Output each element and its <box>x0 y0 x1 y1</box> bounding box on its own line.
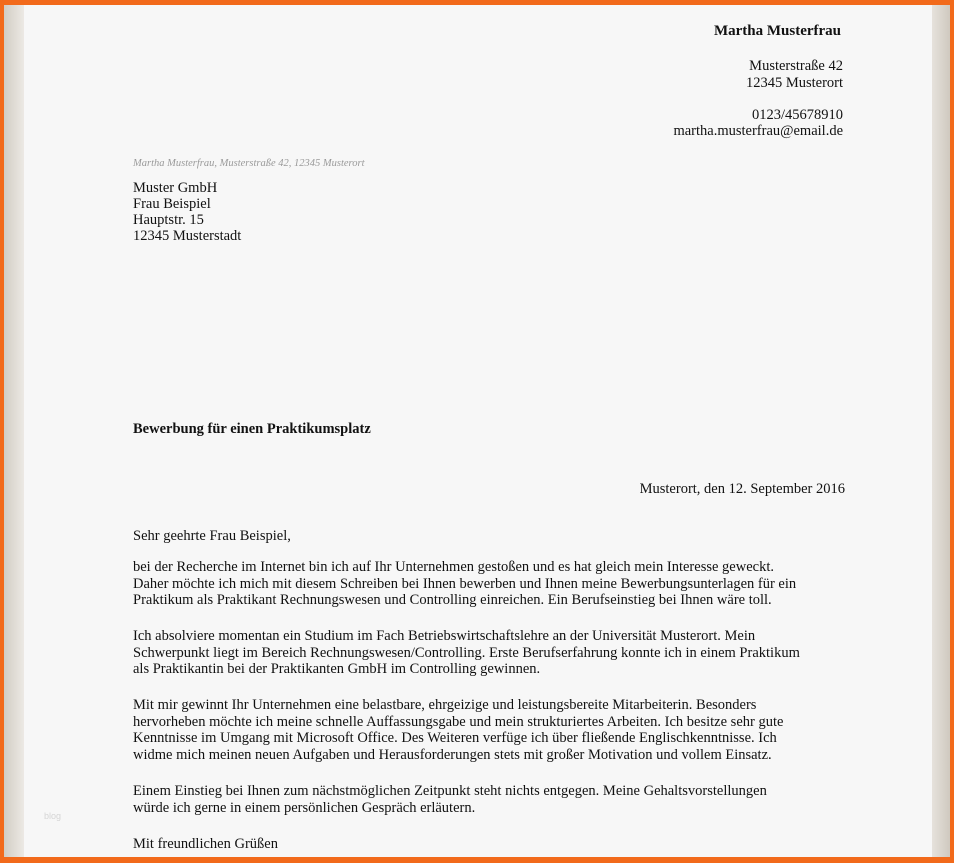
letter-subject: Bewerbung für einen Praktikumsplatz <box>133 421 371 437</box>
sender-email: martha.musterfrau@email.de <box>673 123 843 139</box>
body-paragraph-4 <box>133 783 853 816</box>
salutation: Sehr geehrte Frau Beispiel, <box>133 528 291 544</box>
paragraph-line: als Praktikantin bei der Praktikanten GmbH im Controlling gewinnen. <box>133 661 541 677</box>
sender-phone: 0123/45678910 <box>751 107 843 123</box>
document-frame <box>4 5 950 857</box>
body-paragraph-1 <box>133 559 853 609</box>
paragraph-line: hervorheben möchte ich meine schnelle Auffassungsgabe und mein strukturiertes Arbeiten. Ich besitze sehr gute <box>133 713 784 730</box>
page-shadow-left <box>4 5 24 857</box>
sender-street: Musterstraße 42 <box>749 58 843 74</box>
paragraph-line: widme mich meinen neuen Aufgaben und Herausforderungen stets mit großer Motivation und vollem Einsatz. <box>133 746 772 763</box>
paragraph-line: Einem Einstieg bei Ihnen zum nächstmöglichen Zeitpunkt steht nichts entgegen. Meine Gehaltsvorstellungen <box>133 783 767 799</box>
letter-date: Musterort, den 12. September 2016 <box>639 481 845 497</box>
paragraph-line: Mit mir gewinnt Ihr Unternehmen eine belastbare, ehrgeizige und leistungsbereite Mitarbeiterin. Besonders <box>133 697 757 713</box>
closing: Mit freundlichen Grüßen <box>133 836 278 852</box>
paragraph-line: Daher möchte ich mich mit diesem Schreiben bei Ihnen bewerben und Ihnen meine Bewerbungsunterlagen für ein <box>133 575 797 592</box>
body-paragraph-3 <box>133 697 853 763</box>
recipient-person: Frau Beispiel <box>133 196 211 212</box>
return-address-line: Martha Musterfrau, Musterstraße 42, 12345 Musterort <box>133 158 365 169</box>
recipient-company: Muster GmbH <box>133 180 218 196</box>
paragraph-line: bei der Recherche im Internet bin ich auf Ihr Unternehmen gestoßen und es hat gleich mein Interesse geweckt. <box>133 559 774 575</box>
paragraph-line: Praktikum als Praktikant Rechnungswesen und Controlling einreichen. Ein Berufseinstieg bei Ihnen wäre toll. <box>133 592 772 608</box>
sender-city: 12345 Musterort <box>745 75 843 91</box>
watermark: blog <box>44 811 62 821</box>
body-paragraph-2 <box>133 628 853 678</box>
page-shadow-right <box>932 5 950 857</box>
letter-page <box>24 5 932 857</box>
recipient-street: Hauptstr. 15 <box>133 212 204 228</box>
recipient-city: 12345 Musterstadt <box>133 228 242 244</box>
sender-name: Martha Musterfrau <box>713 23 841 39</box>
paragraph-line: würde ich gerne in einem persönlichen Gespräch erläutern. <box>133 799 476 816</box>
paragraph-line: Ich absolviere momentan ein Studium im Fach Betriebswirtschaftslehre an der Universität Musterort. Mein <box>133 628 756 644</box>
paragraph-line: Kenntnisse im Umgang mit Microsoft Office. Des Weiteren verfüge ich über fließende Englischkenntnisse. Ich <box>133 730 777 746</box>
paragraph-line: Schwerpunkt liegt im Bereich Rechnungswesen/Controlling. Erste Berufserfahrung konnte ich in einem Praktikum <box>133 644 800 661</box>
